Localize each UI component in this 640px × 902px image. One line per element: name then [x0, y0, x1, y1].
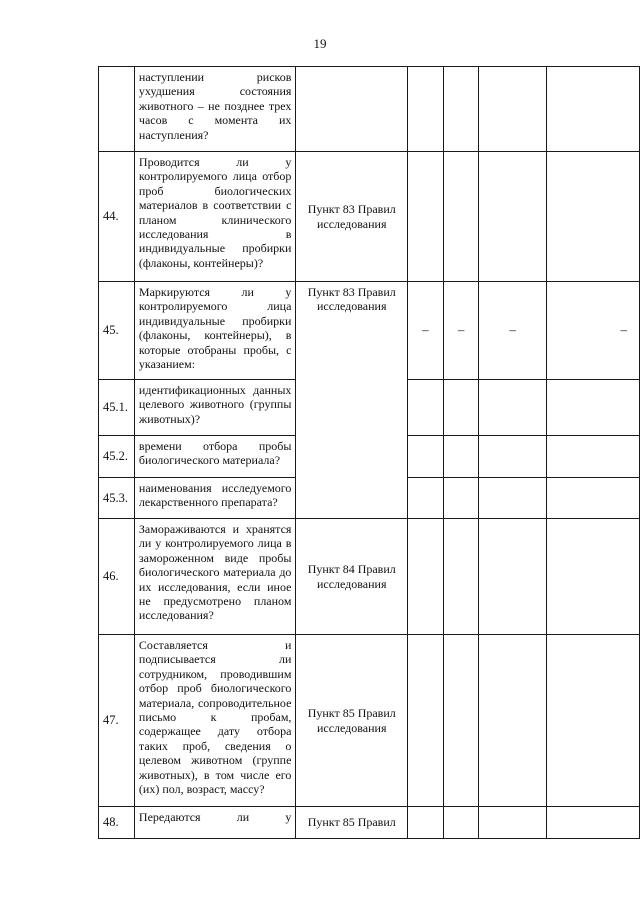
item-number: 44. — [99, 152, 135, 282]
question-text: Передаются ли у — [134, 807, 296, 839]
answer-cell-note — [546, 519, 639, 635]
table-row — [99, 67, 640, 152]
answer-cell-na — [479, 67, 546, 152]
checklist-table — [98, 66, 640, 839]
answer-cell-yes — [408, 152, 444, 282]
answer-cell-na — [479, 635, 546, 807]
legal-reference — [296, 282, 408, 519]
answer-cell-note — [546, 152, 639, 282]
question-text: наступлении рисков ухудшения состояния животного – не позднее трех часов с момента их наступления? — [134, 67, 296, 152]
table-row — [99, 807, 640, 839]
answer-cell-note — [546, 635, 639, 807]
answer-cell-note — [546, 478, 639, 519]
answer-cell-no — [443, 436, 479, 478]
answer-cell-note — [546, 67, 639, 152]
answer-cell-no — [443, 635, 479, 807]
answer-cell-na — [479, 380, 546, 436]
table-row — [99, 635, 640, 807]
answer-cell-na — [479, 478, 546, 519]
answer-cell-yes — [408, 635, 444, 807]
answer-cell-na — [479, 519, 546, 635]
item-number — [99, 67, 135, 152]
legal-reference: Пункт 85 Правил исследования — [296, 635, 408, 807]
answer-cell-no — [443, 478, 479, 519]
question-text: Составляется и подписывается ли сотрудником, проводившим отбор проб биологического материала, сопроводительное письмо к пробам, содержащее дату отбора таких проб, сведения о целевом животном (группе животных), в том числе его (их) пол, возраст, массу? — [134, 635, 296, 807]
answer-cell-yes — [408, 380, 444, 436]
dash-mark: – — [546, 282, 639, 380]
answer-cell-yes — [408, 478, 444, 519]
answer-cell-na — [479, 436, 546, 478]
dash-mark: – — [443, 282, 479, 380]
answer-cell-note — [546, 807, 639, 839]
dash-mark: – — [408, 282, 444, 380]
answer-cell-no — [443, 152, 479, 282]
question-text: Проводится ли у контролируемого лица отбор проб биологических материалов в соответствии с планом клинического исследования в индивидуальные пробирки (флаконы, контейнеры)? — [134, 152, 296, 282]
question-text: наименования исследуемого лекарственного препарата? — [134, 478, 296, 519]
answer-cell-no — [443, 807, 479, 839]
item-number: 45.1. — [99, 380, 135, 436]
item-number: 47. — [99, 635, 135, 807]
answer-cell-yes — [408, 807, 444, 839]
answer-cell-na — [479, 152, 546, 282]
answer-cell-yes — [408, 436, 444, 478]
table-row — [99, 152, 640, 282]
legal-reference: Пункт 84 Правил исследования — [296, 519, 408, 635]
legal-reference: Пункт 85 Правил — [296, 807, 408, 839]
item-number: 46. — [99, 519, 135, 635]
item-number: 45.2. — [99, 436, 135, 478]
legal-reference — [296, 67, 408, 152]
legal-reference: Пункт 83 Правил исследования — [296, 152, 408, 282]
question-text: идентификационных данных целевого животного (группы животных)? — [134, 380, 296, 436]
answer-cell-yes — [408, 519, 444, 635]
answer-cell-na — [479, 807, 546, 839]
table-row — [99, 282, 640, 380]
question-text: Замораживаются и хранятся ли у контролируемого лица в замороженном виде пробы биологического материала до их исследования, если иное не предусмотрено планом исследования? — [134, 519, 296, 635]
dash-mark: – — [479, 282, 546, 380]
page-number: 19 — [313, 36, 327, 51]
answer-cell-yes — [408, 67, 444, 152]
table-row — [99, 519, 640, 635]
question-text: времени отбора пробы биологического материала? — [134, 436, 296, 478]
answer-cell-no — [443, 380, 479, 436]
answer-cell-no — [443, 67, 479, 152]
answer-cell-no — [443, 519, 479, 635]
question-text: Маркируются ли у контролируемого лица индивидуальные пробирки (флаконы, контейнеры), в которые отобраны пробы, с указанием: — [134, 282, 296, 380]
legal-reference-text: Пункт 83 Правил исследования — [307, 285, 396, 314]
item-number: 45. — [99, 282, 135, 380]
item-number: 45.3. — [99, 478, 135, 519]
answer-cell-note — [546, 436, 639, 478]
answer-cell-note — [546, 380, 639, 436]
item-number: 48. — [99, 807, 135, 839]
